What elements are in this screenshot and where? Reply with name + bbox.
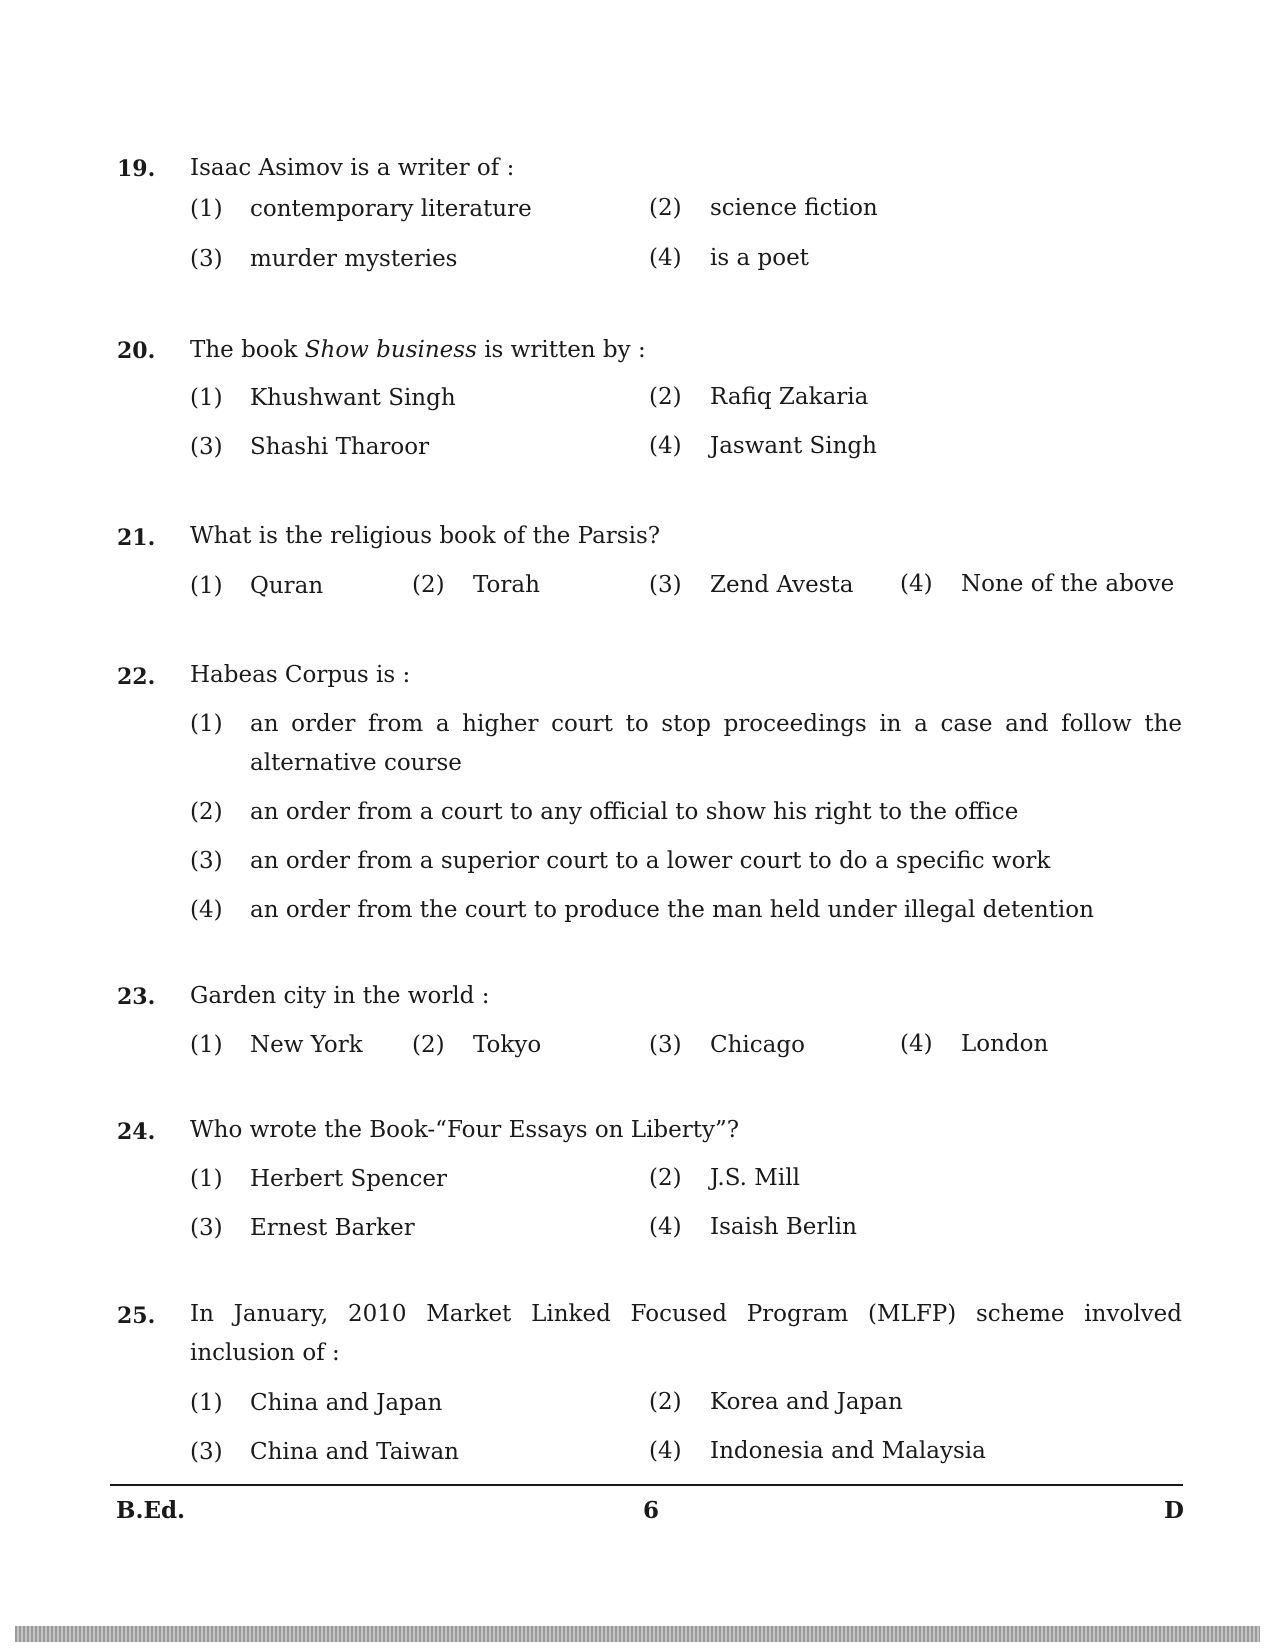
option-number: (1) [190, 1166, 223, 1192]
option-text: Torah [473, 572, 540, 598]
option-text: Chicago [710, 1032, 805, 1058]
option-text: murder mysteries [250, 246, 458, 272]
question-text-line-2: inclusion of : [190, 1340, 340, 1366]
option-text: Herbert Spencer [250, 1166, 447, 1192]
option-text: Rafiq Zakaria [710, 384, 869, 410]
question-number: 19. [117, 156, 156, 182]
option-text: J.S. Mill [710, 1165, 800, 1191]
question-number: 24. [117, 1119, 156, 1145]
option-text: contemporary literature [250, 196, 532, 222]
option-number: (2) [412, 572, 445, 598]
option-text: China and Japan [250, 1390, 443, 1416]
option-number: (3) [190, 246, 223, 272]
option-text: New York [250, 1032, 363, 1058]
question-text: Isaac Asimov is a writer of : [190, 155, 515, 181]
option-text-line-2: alternative course [250, 750, 462, 776]
option-number: (4) [649, 1214, 682, 1240]
option-text: Korea and Japan [710, 1389, 903, 1415]
option-number: (4) [190, 897, 223, 923]
option-number: (2) [649, 384, 682, 410]
option-number: (3) [649, 572, 682, 598]
question-number: 22. [117, 664, 156, 690]
option-number: (1) [190, 196, 223, 222]
question-text: Habeas Corpus is : [190, 662, 411, 688]
option-number: (4) [649, 245, 682, 271]
option-number: (1) [190, 711, 223, 737]
option-text: Jaswant Singh [710, 433, 877, 459]
option-text: an order from a superior court to a lower court to do a specific work [250, 848, 1051, 874]
question-text-start: The book [190, 337, 305, 363]
option-number: (3) [190, 848, 223, 874]
option-number: (1) [190, 1032, 223, 1058]
question-text: Garden city in the world : [190, 983, 490, 1009]
question-text [190, 337, 646, 363]
option-number: (2) [649, 1165, 682, 1191]
question-number: 25. [117, 1303, 156, 1329]
option-text: Zend Avesta [710, 572, 854, 598]
option-number: (2) [190, 799, 223, 825]
option-number: (3) [190, 1439, 223, 1465]
option-number: (1) [190, 573, 223, 599]
question-text: Who wrote the Book-“Four Essays on Liberty”? [190, 1117, 740, 1143]
option-number: (4) [900, 571, 933, 597]
question-text-end: is written by : [476, 337, 646, 363]
option-number: (3) [190, 1215, 223, 1241]
footer-set-code: D [1164, 1497, 1184, 1524]
option-text: is a poet [710, 245, 809, 271]
question-number: 20. [117, 338, 156, 364]
question-number: 23. [117, 984, 156, 1010]
option-text: Indonesia and Malaysia [710, 1438, 986, 1464]
option-text: an order from a court to any official to show his right to the office [250, 799, 1019, 825]
option-number: (3) [649, 1032, 682, 1058]
question-text-line-1: In January, 2010 Market Linked Focused Program (MLFP) scheme involved [190, 1301, 1182, 1327]
option-number: (1) [190, 385, 223, 411]
footer-divider [110, 1484, 1183, 1486]
option-text: science fiction [710, 195, 878, 221]
option-text: Tokyo [473, 1032, 542, 1058]
option-text: Khushwant Singh [250, 385, 456, 411]
scan-edge-strip [15, 1626, 1260, 1642]
option-text: London [961, 1031, 1049, 1057]
footer-course-code: B.Ed. [116, 1497, 186, 1524]
question-text: What is the religious book of the Parsis? [190, 523, 661, 549]
option-number: (4) [900, 1031, 933, 1057]
book-title: Show business [304, 337, 477, 363]
option-number: (2) [649, 1389, 682, 1415]
page-number: 6 [643, 1497, 660, 1524]
option-text: Quran [250, 573, 324, 599]
option-text: None of the above [961, 571, 1175, 597]
option-text: Shashi Tharoor [250, 434, 430, 460]
option-number: (2) [649, 195, 682, 221]
option-number: (4) [649, 1438, 682, 1464]
option-number: (3) [190, 434, 223, 460]
option-text-line-1: an order from a higher court to stop proceedings in a case and follow the [250, 711, 1182, 737]
option-text: Isaish Berlin [710, 1214, 857, 1240]
question-number: 21. [117, 525, 156, 551]
option-text: China and Taiwan [250, 1439, 459, 1465]
option-text: Ernest Barker [250, 1215, 415, 1241]
option-number: (1) [190, 1390, 223, 1416]
option-number: (2) [412, 1032, 445, 1058]
option-text: an order from the court to produce the man held under illegal detention [250, 897, 1094, 923]
option-number: (4) [649, 433, 682, 459]
